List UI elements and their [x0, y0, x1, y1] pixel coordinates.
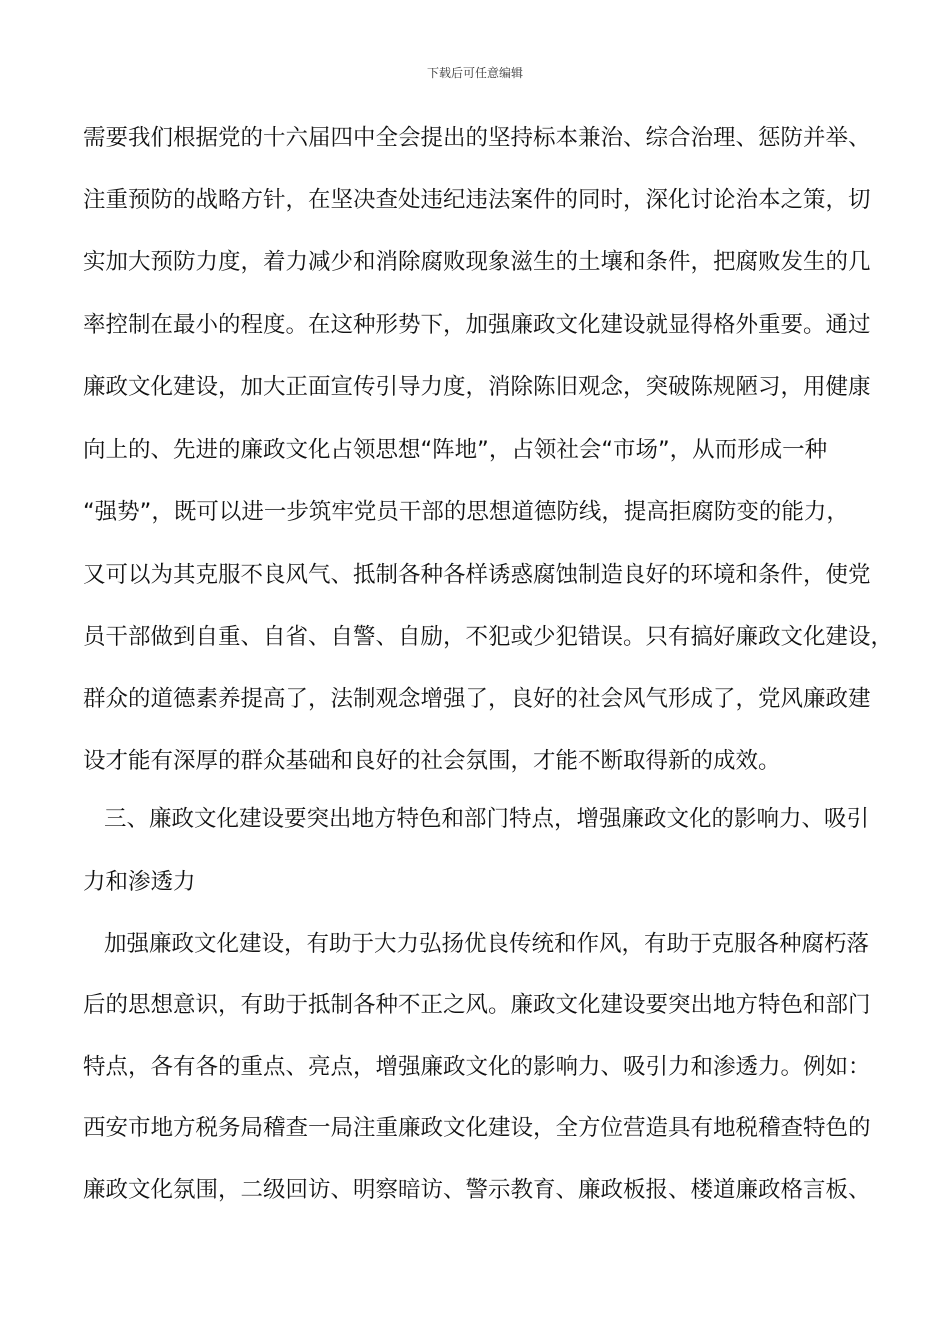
text-line: 实加大预防力度，着力减少和消除腐败现象滋生的土壤和条件，把腐败发生的几	[83, 249, 871, 275]
text-line: 需要我们根据党的十六届四中全会提出的坚持标本兼治、综合治理、惩防并举、	[83, 125, 871, 151]
text-line: 员干部做到自重、自省、自警、自励，不犯或少犯错误。只有搞好廉政文化建设，	[83, 624, 894, 650]
text-line: 后的思想意识，有助于抵制各种不正之风。廉政文化建设要突出地方特色和部门	[83, 992, 871, 1018]
text-line: 特点，各有各的重点、亮点，增强廉政文化的影响力、吸引力和渗透力。例如：	[83, 1054, 871, 1080]
text-line: “强势”，既可以进一步筑牢党员干部的思想道德防线，提高拒腐防变的能力，	[83, 499, 849, 525]
section-heading-line: 力和渗透力	[83, 869, 196, 895]
text-line: 设才能有深厚的群众基础和良好的社会氛围，才能不断取得新的成效。	[83, 748, 781, 774]
section-heading-line: 三、廉政文化建设要突出地方特色和部门特点，增强廉政文化的影响力、吸引	[104, 806, 870, 832]
text-line: 又可以为其克服不良风气、抵制各种各样诱惑腐蚀制造良好的环境和条件，使党	[83, 562, 871, 588]
text-line: 率控制在最小的程度。在这种形势下，加强廉政文化建设就显得格外重要。通过	[83, 312, 871, 338]
text-line: 廉政文化建设，加大正面宣传引导力度，消除陈旧观念，突破陈规陋习，用健康	[83, 374, 871, 400]
text-line: 向上的、先进的廉政文化占领思想“阵地”，占领社会“市场”，从而形成一种	[83, 437, 828, 463]
text-line: 群众的道德素养提高了，法制观念增强了，良好的社会风气形成了，党风廉政建	[83, 686, 871, 712]
paragraph-first-line: 加强廉政文化建设，有助于大力弘扬优良传统和作风，有助于克服各种腐朽落	[104, 931, 870, 957]
text-line: 注重预防的战略方针，在坚决查处违纪违法案件的同时，深化讨论治本之策，切	[83, 187, 871, 213]
text-line: 西安市地方税务局稽查一局注重廉政文化建设，全方位营造具有地税稽查特色的	[83, 1115, 871, 1141]
text-line: 廉政文化氛围，二级回访、明察暗访、警示教育、廉政板报、楼道廉政格言板、	[83, 1177, 871, 1203]
page-header: 下载后可任意编辑	[426, 66, 523, 80]
